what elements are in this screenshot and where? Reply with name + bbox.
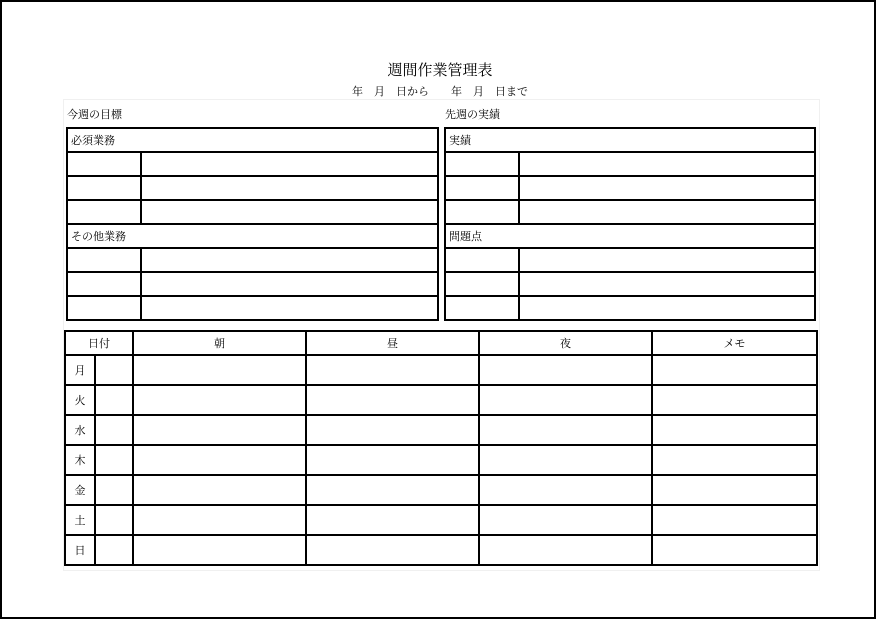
results-table — [444, 127, 816, 321]
night-cell[interactable] — [479, 385, 652, 415]
this-week-goals-heading: 今週の目標 — [67, 108, 122, 121]
issue-cell-label[interactable] — [445, 272, 519, 296]
page-title: 週間作業管理表 — [387, 61, 493, 79]
goal-cell-label[interactable] — [67, 248, 141, 272]
other-tasks-label: その他業務 — [67, 224, 438, 248]
night-cell[interactable] — [479, 415, 652, 445]
night-cell[interactable] — [479, 475, 652, 505]
table-row — [65, 415, 817, 445]
day-label-sunday: 日 — [65, 535, 95, 565]
goals-table — [66, 127, 439, 321]
night-column-header: 夜 — [479, 331, 652, 355]
morning-column-header: 朝 — [133, 331, 306, 355]
night-cell[interactable] — [479, 445, 652, 475]
last-week-results-heading: 先週の実績 — [445, 108, 500, 121]
memo-cell[interactable] — [652, 385, 817, 415]
goal-cell-content[interactable] — [141, 272, 438, 296]
morning-cell[interactable] — [133, 535, 306, 565]
issue-cell-label[interactable] — [445, 248, 519, 272]
result-cell-content[interactable] — [519, 176, 815, 200]
day-label-thursday: 木 — [65, 445, 95, 475]
goal-cell-content[interactable] — [141, 296, 438, 320]
goal-cell-content[interactable] — [141, 152, 438, 176]
goal-cell-content[interactable] — [141, 248, 438, 272]
goal-cell-content[interactable] — [141, 200, 438, 224]
table-row — [65, 385, 817, 415]
table-row — [65, 475, 817, 505]
noon-cell[interactable] — [306, 415, 479, 445]
issue-cell-content[interactable] — [519, 296, 815, 320]
result-cell-content[interactable] — [519, 200, 815, 224]
night-cell[interactable] — [479, 355, 652, 385]
noon-cell[interactable] — [306, 445, 479, 475]
date-range-line: 年 月 日から 年 月 日まで — [352, 85, 528, 98]
results-label: 実績 — [445, 128, 815, 152]
memo-cell[interactable] — [652, 415, 817, 445]
goal-cell-label[interactable] — [67, 296, 141, 320]
noon-column-header: 昼 — [306, 331, 479, 355]
day-label-saturday: 土 — [65, 505, 95, 535]
required-tasks-label: 必須業務 — [67, 128, 438, 152]
night-cell[interactable] — [479, 505, 652, 535]
date-cell[interactable] — [95, 415, 133, 445]
date-cell[interactable] — [95, 535, 133, 565]
morning-cell[interactable] — [133, 505, 306, 535]
day-label-monday: 月 — [65, 355, 95, 385]
day-label-friday: 金 — [65, 475, 95, 505]
date-cell[interactable] — [95, 445, 133, 475]
memo-column-header: メモ — [652, 331, 817, 355]
memo-cell[interactable] — [652, 535, 817, 565]
goal-cell-label[interactable] — [67, 272, 141, 296]
date-cell[interactable] — [95, 505, 133, 535]
noon-cell[interactable] — [306, 385, 479, 415]
morning-cell[interactable] — [133, 415, 306, 445]
result-cell-label[interactable] — [445, 176, 519, 200]
noon-cell[interactable] — [306, 355, 479, 385]
date-cell[interactable] — [95, 355, 133, 385]
day-label-tuesday: 火 — [65, 385, 95, 415]
issue-cell-content[interactable] — [519, 272, 815, 296]
date-cell[interactable] — [95, 475, 133, 505]
weekly-schedule-table — [64, 330, 818, 566]
goal-cell-content[interactable] — [141, 176, 438, 200]
issue-cell-content[interactable] — [519, 248, 815, 272]
goal-cell-label[interactable] — [67, 152, 141, 176]
table-row — [65, 535, 817, 565]
night-cell[interactable] — [479, 535, 652, 565]
morning-cell[interactable] — [133, 475, 306, 505]
goal-cell-label[interactable] — [67, 176, 141, 200]
memo-cell[interactable] — [652, 355, 817, 385]
memo-cell[interactable] — [652, 475, 817, 505]
table-row — [65, 505, 817, 535]
result-cell-label[interactable] — [445, 152, 519, 176]
day-label-wednesday: 水 — [65, 415, 95, 445]
memo-cell[interactable] — [652, 505, 817, 535]
morning-cell[interactable] — [133, 355, 306, 385]
result-cell-content[interactable] — [519, 152, 815, 176]
date-column-header: 日付 — [65, 331, 133, 355]
goal-cell-label[interactable] — [67, 200, 141, 224]
morning-cell[interactable] — [133, 385, 306, 415]
noon-cell[interactable] — [306, 535, 479, 565]
result-cell-label[interactable] — [445, 200, 519, 224]
issues-label: 問題点 — [445, 224, 815, 248]
table-row — [65, 445, 817, 475]
issue-cell-label[interactable] — [445, 296, 519, 320]
table-row — [65, 355, 817, 385]
noon-cell[interactable] — [306, 475, 479, 505]
memo-cell[interactable] — [652, 445, 817, 475]
noon-cell[interactable] — [306, 505, 479, 535]
date-cell[interactable] — [95, 385, 133, 415]
morning-cell[interactable] — [133, 445, 306, 475]
